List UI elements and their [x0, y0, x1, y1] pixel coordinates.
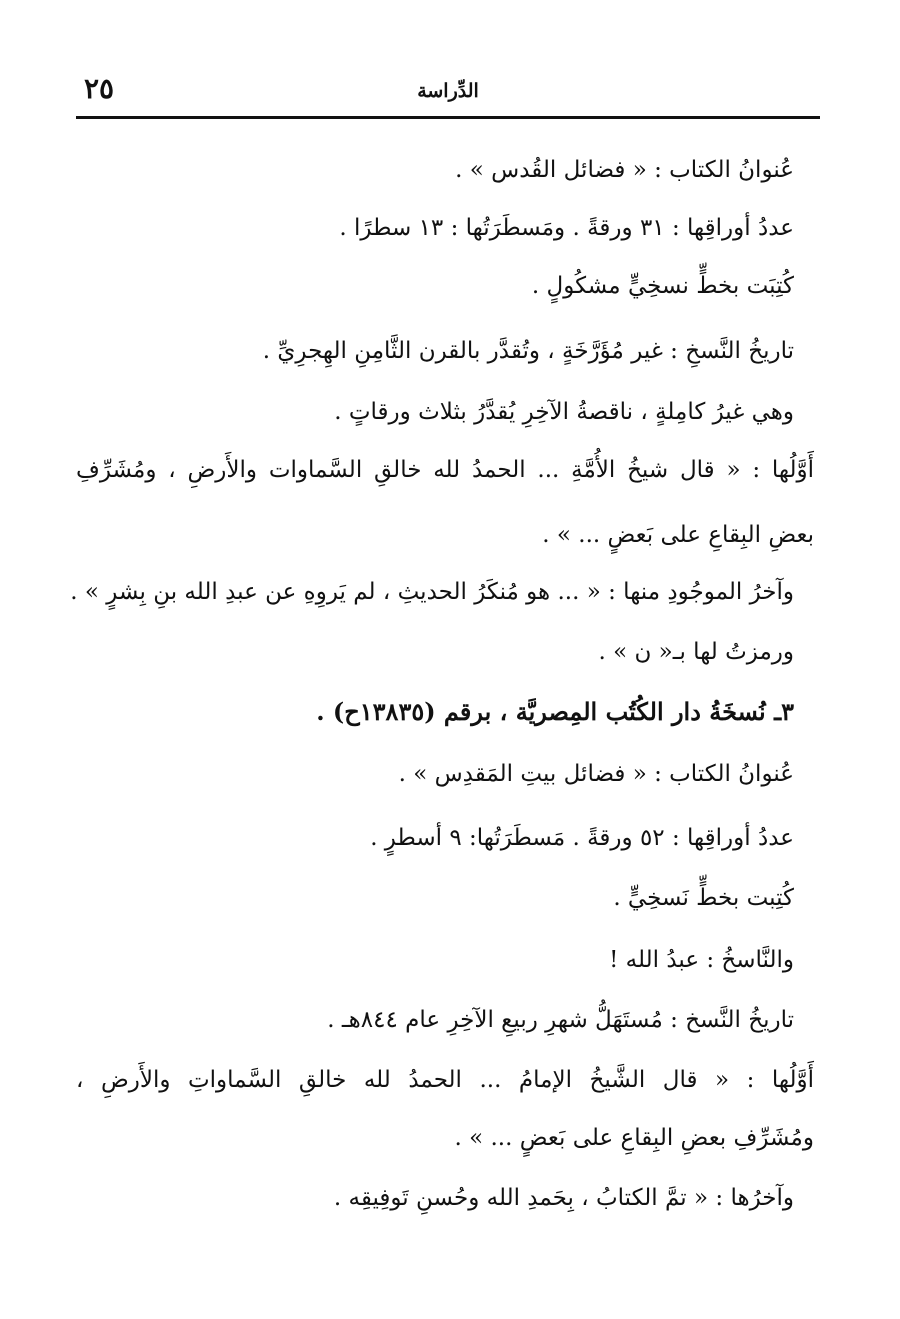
page-header	[76, 62, 820, 116]
page-number: ٢٥	[84, 72, 115, 105]
running-title: الدِّراسة	[417, 80, 479, 102]
text-line: عددُ أوراقِها : ٥٢ ورقةً . مَسطَرَتُها: ٩ أسطرٍ .	[370, 825, 794, 851]
text-line: عُنوانُ الكتاب : « فضائل بيتِ المَقدِس » .	[398, 761, 794, 787]
section-heading: ٣ـ نُسخَةُ دار الكُتُب المِصريَّة ، برقم (١٣٨٣٥ح) .	[316, 697, 794, 726]
text-line: وهي غيرُ كامِلةٍ ، ناقصةُ الآخِرِ يُقدَّرُ بثلاث ورقاتٍ .	[334, 399, 794, 425]
text-line: أَوَّلُها : « قال الشَّيخُ الإمامُ ... الحمدُ لله خالقِ السَّماواتِ والأَرضِ ،	[76, 1067, 814, 1093]
text-line: عُنوانُ الكتاب : « فضائل القُدس » .	[455, 157, 794, 183]
text-line: كُتِبت بخطٍّ نَسخِيٍّ .	[613, 885, 794, 911]
text-line: بعضِ البِقاعِ على بَعضٍ ... » .	[542, 522, 814, 548]
text-line: تاريخُ النَّسخِ : غير مُؤَرَّخَةٍ ، وتُقدَّر بالقرن الثَّامِنِ الهِجرِيِّ .	[262, 338, 794, 364]
header-divider	[76, 116, 820, 119]
text-line: ومُشَرِّفِ بعضِ البِقاعِ على بَعضٍ ... » .	[454, 1125, 814, 1151]
text-line: أَوَّلُها : « قال شيخُ الأُمَّةِ ... الحمدُ لله خالقِ السَّماوات والأَرضِ ، ومُشَرِّفِ	[76, 457, 814, 483]
text-line: كُتِبَت بخطٍّ نسخِيٍّ مشكُولٍ .	[531, 273, 794, 299]
text-line: والنَّاسخُ : عبدُ الله !	[609, 947, 794, 973]
text-line: وآخرُها : « تمَّ الكتابُ ، بِحَمدِ الله وحُسنِ تَوفِيقِه .	[333, 1185, 794, 1211]
text-line: تاريخُ النَّسخ : مُستَهَلُّ شهرِ ربيعِ الآخِرِ عام ٨٤٤هـ .	[327, 1007, 794, 1033]
text-line: عددُ أوراقِها : ٣١ ورقةً . ومَسطَرَتُها : ١٣ سطرًا .	[339, 215, 794, 241]
text-line: وآخرُ الموجُودِ منها : « ... هو مُنكَرُ الحديثِ ، لم يَروِهِ عن عبدِ الله بنِ بِشرٍ » .	[70, 579, 794, 605]
text-line: ورمزتُ لها بـ« ن » .	[598, 639, 794, 665]
